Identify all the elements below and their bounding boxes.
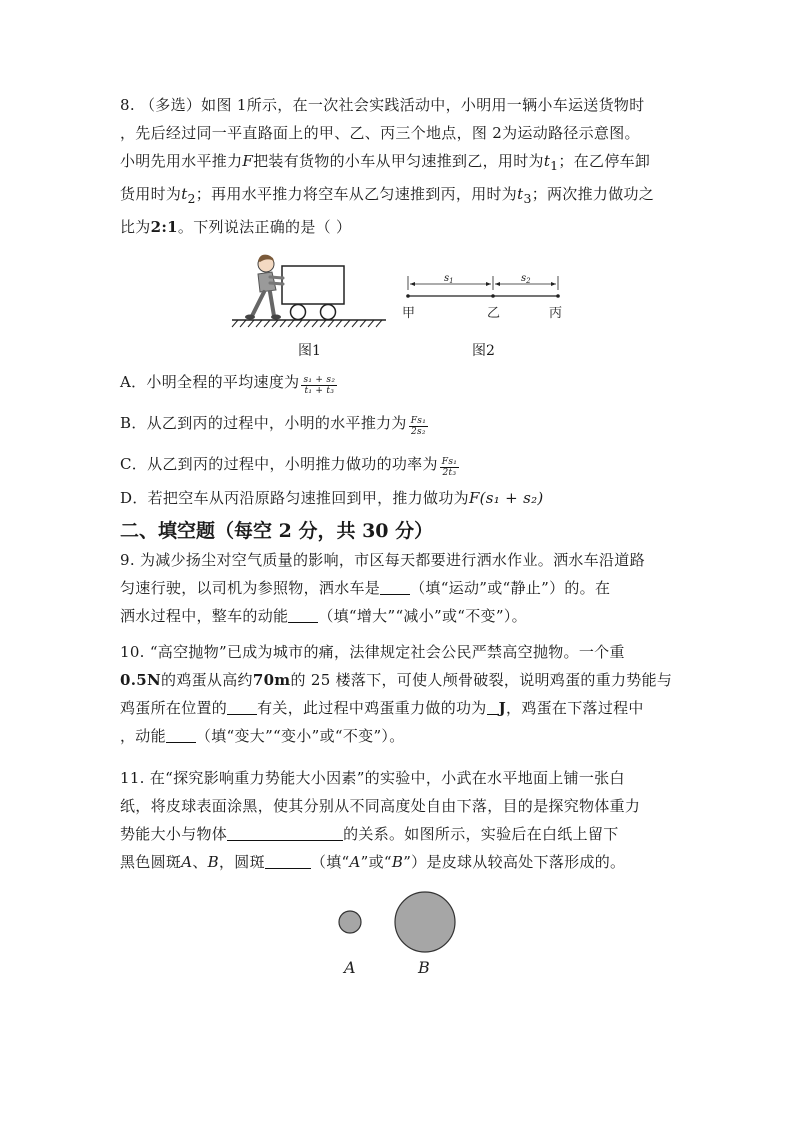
option-b-numerator: Fs₁ (410, 416, 427, 426)
q8-line-2: ，先后经过同一平直路面上的甲、乙、丙三个地点，图 2为运动路径示意图。 (120, 124, 640, 142)
s1-sub: 1 (449, 277, 454, 285)
q9-line-2b: （填“运动”或“静止”）的。在 (410, 579, 611, 597)
section-2-title: 二、填空题（每空 2 分，共 30 分） (120, 520, 434, 542)
fall-height: 70m (252, 671, 291, 689)
var-t1: t (543, 152, 551, 170)
q10-line-3c: ，鸡蛋在下落过程中 (506, 699, 644, 717)
spot-a-ref: A (181, 853, 193, 871)
option-b-denominator: 2s₂ (410, 427, 426, 437)
question-8 (120, 91, 680, 241)
option-c-text: C．从乙到丙的过程中，小明推力做功的功率为 (120, 455, 438, 473)
s1-label: s (444, 273, 450, 284)
svg-text:s1 (444, 273, 454, 285)
option-a-denominator: t₁ + t₃ (304, 386, 335, 396)
option-b (120, 409, 680, 437)
option-spot-b: B (391, 853, 404, 871)
spots-figure (330, 888, 470, 983)
svg-text:s2 (521, 273, 531, 285)
q11-line-2: 纸，将皮球表面涂黑，使其分别从不同高度处自由下落，目的是探究物体重力 (120, 797, 641, 815)
q9-line-3a: 洒水过程中，整车的动能 (120, 607, 289, 625)
egg-weight: 0.5N (120, 671, 162, 689)
var-t3: t (517, 185, 524, 203)
option-b-text: B．从乙到丙的过程中，小明的水平推力为 (120, 414, 407, 432)
q9-blank-1[interactable] (380, 576, 410, 595)
option-c-fraction (440, 457, 459, 478)
spot-a-circle (339, 911, 361, 933)
option-spot-a: A (349, 853, 361, 871)
figure-2-route (398, 270, 574, 326)
work-ratio: 2:1 (150, 218, 178, 236)
option-a-numerator: s₁ + s₂ (303, 375, 336, 385)
point-yi: 乙 (487, 306, 501, 321)
q9-line-2a: 匀速行驶，以司机为参照物，洒水车是 (120, 579, 381, 597)
q10-line-3a: 鸡蛋所在位置的 (120, 699, 228, 717)
q11-line-3b: 的关系。如图所示，实验后在白纸上留下 (343, 825, 619, 843)
q8-line-3b: 把装有货物的小车从甲匀速推到乙，用时为 (253, 152, 544, 170)
q11-line-4d: ”或“ (360, 853, 392, 871)
q11-blank-2[interactable] (265, 850, 311, 869)
q10-blank-2[interactable] (487, 696, 499, 715)
q8-line-4a: 货用时为 (120, 185, 182, 203)
q8-line-3a: 小明先用水平推力 (120, 152, 243, 170)
spot-b-ref: B (207, 853, 219, 871)
var-t2: t (181, 185, 188, 203)
point-bing: 丙 (549, 306, 563, 321)
q11-line-4b: ，圆斑 (218, 853, 265, 871)
option-a-text: A．小明全程的平均速度为 (120, 373, 300, 391)
spot-a-label: A (344, 958, 356, 977)
q11-blank-1[interactable] (227, 822, 343, 841)
question-11 (120, 764, 680, 876)
q10-line-2b: 的 25 楼落下，可使人颅骨破裂，说明鸡蛋的重力势能与 (290, 671, 673, 689)
q11-line-4c: （填“ (310, 853, 350, 871)
unit-joule: J (498, 699, 507, 717)
q10-blank-3[interactable] (166, 724, 196, 743)
q9-blank-2[interactable] (288, 604, 318, 623)
q9-line-3b: （填“增大”“减小”或“不变”）。 (318, 607, 527, 625)
q11-line-4e: ”）是皮球从较高处下落形成的。 (403, 853, 626, 871)
option-d (120, 484, 680, 512)
q8-line-3c: ；在乙停车卸 (558, 152, 651, 170)
q11-separator: 、 (192, 853, 208, 871)
q8-line-1: 8. （多选）如图 1所示，在一次社会实践活动中，小明用一辆小车运送货物时 (120, 96, 645, 114)
option-b-fraction (409, 416, 428, 437)
q10-line-4b: （填“变大”“变小”或“不变”）。 (195, 727, 405, 745)
option-c-denominator: 2t₃ (442, 468, 457, 478)
var-F: F (242, 152, 254, 170)
q10-blank-1[interactable] (227, 696, 257, 715)
option-c-numerator: Fs₁ (441, 457, 458, 467)
figure-2-label: 图2 (472, 343, 495, 359)
q11-line-1: 11. 在“探究影响重力势能大小因素”的实验中，小武在水平地面上铺一张白 (120, 769, 625, 787)
question-10 (120, 638, 680, 750)
var-t3-sub: 3 (523, 191, 532, 206)
spot-b-circle (395, 892, 455, 952)
q11-line-3a: 势能大小与物体 (120, 825, 228, 843)
option-a-fraction (301, 375, 337, 396)
q8-line-5a: 比为 (120, 218, 151, 236)
figure-1-cart (230, 250, 390, 330)
figure-1-label: 图1 (298, 343, 321, 359)
q8-line-4c: ；两次推力做功之 (531, 185, 655, 203)
q10-line-2a: 的鸡蛋从高约 (161, 671, 253, 689)
point-jia: 甲 (402, 306, 416, 321)
q8-line-5b: 。下列说法正确的是（ ） (177, 218, 352, 236)
q8-line-4b: ；再用水平推力将空车从乙匀速推到丙，用时为 (195, 185, 518, 203)
option-c (120, 450, 680, 478)
option-d-text: D．若把空车从丙沿原路匀速推回到甲，推力做功为 (120, 489, 469, 507)
spot-b-label: B (418, 958, 430, 977)
var-t1-sub: 1 (550, 158, 559, 173)
s2-label: s (521, 273, 527, 284)
var-t2-sub: 2 (187, 191, 196, 206)
option-a (120, 368, 680, 396)
q10-line-4a: ，动能 (120, 727, 166, 745)
q9-line-1: 9. 为减少扬尘对空气质量的影响，市区每天都要进行洒水作业。洒水车沿道路 (120, 551, 645, 569)
q10-line-1: 10. “高空抛物”已成为城市的痛，法律规定社会公民严禁高空抛物。一个重 (120, 643, 625, 661)
q11-line-4a: 黑色圆斑 (120, 853, 182, 871)
q10-line-3b: 有关，此过程中鸡蛋重力做的功为 (257, 699, 487, 717)
option-d-formula: F(s₁ + s₂) (468, 489, 544, 507)
s2-sub: 2 (526, 277, 531, 285)
question-9 (120, 546, 680, 630)
